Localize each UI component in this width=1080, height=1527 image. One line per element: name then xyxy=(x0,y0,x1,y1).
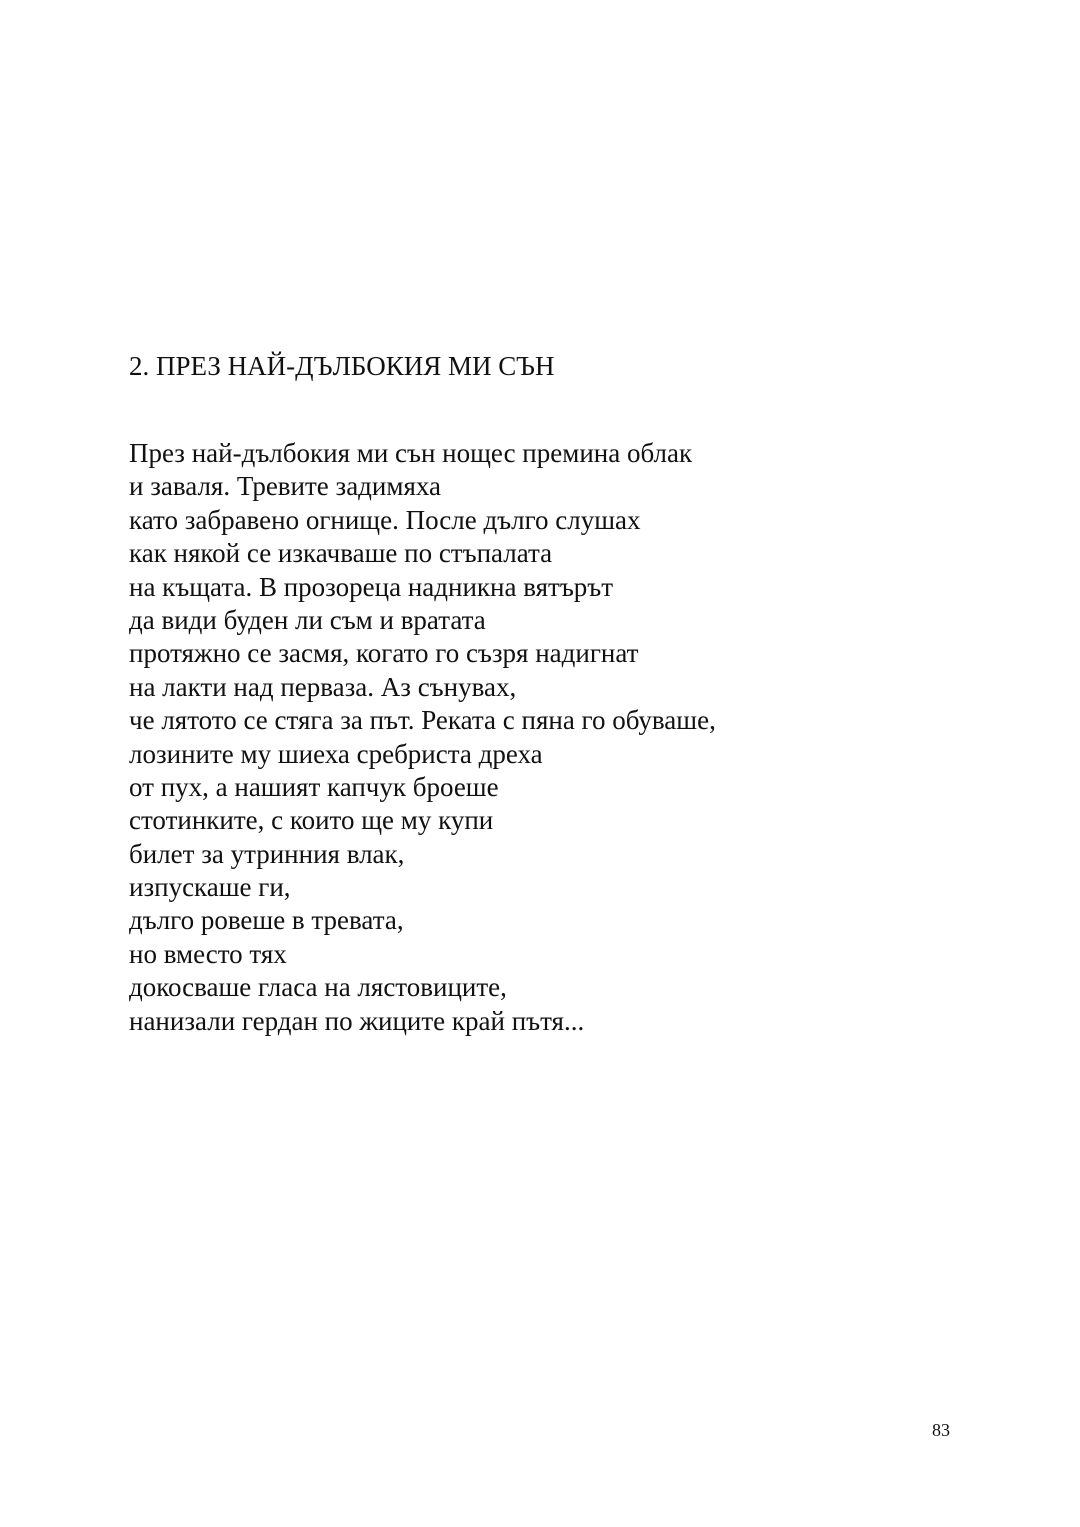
poem-line: като забравено огнище. После дълго слушах xyxy=(129,504,641,535)
poem-line: билет за утринния влак, xyxy=(129,838,405,869)
poem-line: лозините му шиеха сребриста дреха xyxy=(129,738,543,769)
poem-title: 2. ПРЕЗ НАЙ-ДЪЛБОКИЯ МИ СЪН xyxy=(129,351,555,381)
poem-line: как някой се изкачваше по стъпалата xyxy=(129,538,553,569)
poem-body xyxy=(129,437,716,1038)
poem-line: докосваше гласа на лястовиците, xyxy=(129,972,507,1003)
poem-line: да види буден ли съм и вратата xyxy=(129,604,486,635)
poem-line: стотинките, с които ще му купи xyxy=(129,805,494,836)
poem-line: дълго ровеше в тревата, xyxy=(129,905,404,936)
poem-line: протяжно се засмя, когато го съзря надигнат xyxy=(129,638,639,669)
poem-line: нанизали гердан по жиците край пътя... xyxy=(129,1005,585,1036)
poem-line: на лакти над перваза. Аз сънувах, xyxy=(129,671,517,702)
poem-line: от пух, а нашият капчук броеше xyxy=(129,771,499,802)
page-number: 83 xyxy=(932,1420,950,1440)
poem-line: и заваля. Тревите задимяха xyxy=(129,471,442,502)
poem-line: че лятото се стяга за път. Реката с пяна го обуваше, xyxy=(129,705,716,736)
poem-line: През най-дълбокия ми сън нощес премина облак xyxy=(129,438,693,468)
poem-line: на къщата. В прозореца надникна вятърът xyxy=(129,571,614,602)
poem-line: изпускаше ги, xyxy=(129,872,291,903)
poem-line: но вместо тях xyxy=(129,938,287,969)
